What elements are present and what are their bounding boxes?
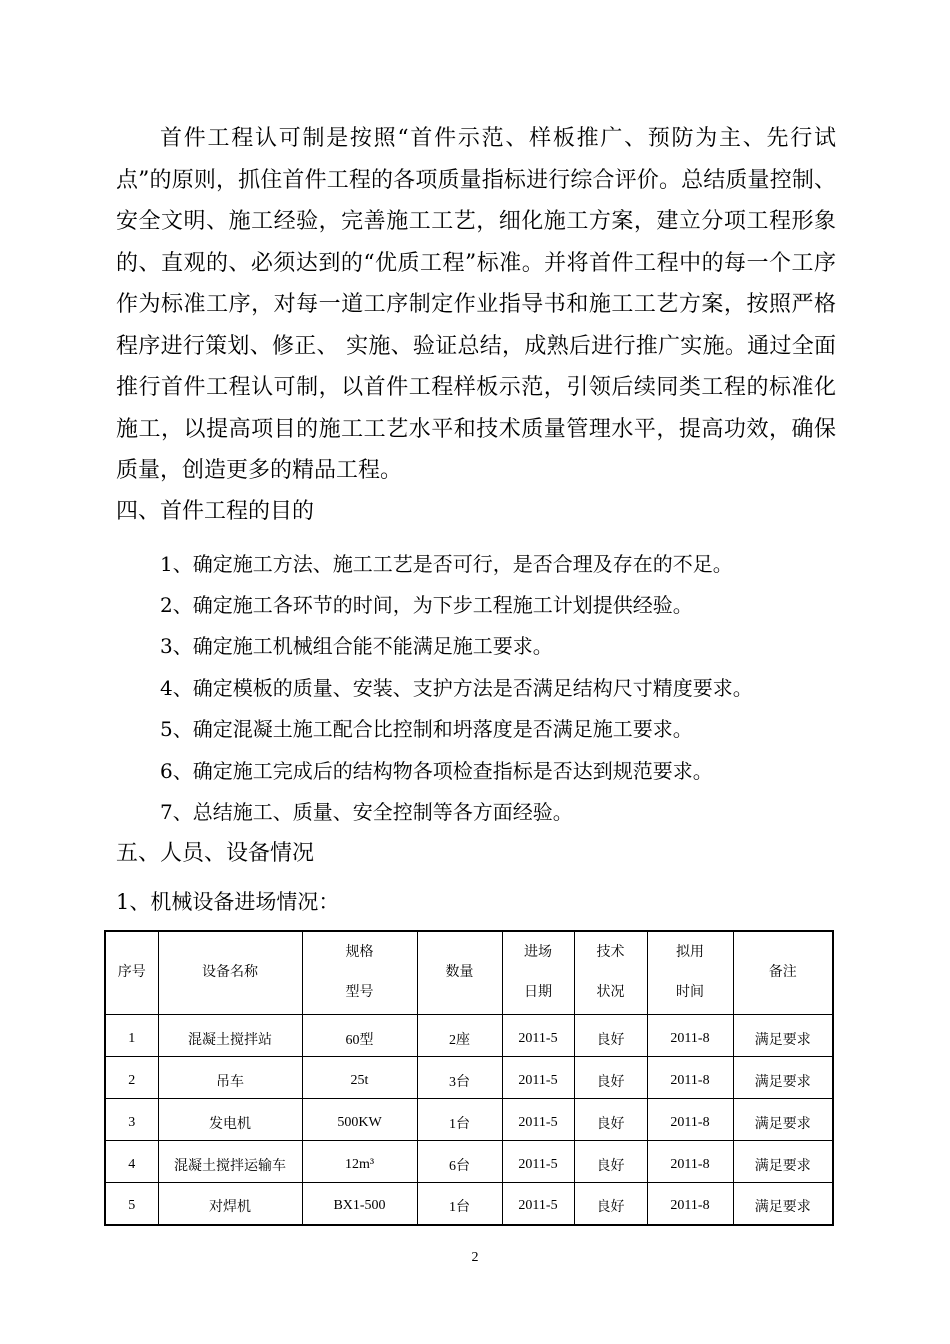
cell-tech: 良好 (574, 1057, 647, 1099)
objective-item-7: 7、总结施工、质量、安全控制等各方面经验。 (160, 800, 573, 824)
table-header-row (105, 931, 833, 1015)
header-date: 进场 日期 (502, 931, 574, 1015)
cell-no: 3 (105, 1099, 158, 1141)
objective-item-3: 3、确定施工机械组合能不能满足施工要求。 (160, 634, 553, 658)
cell-qty: 1台 (417, 1099, 502, 1141)
cell-plan: 2011-8 (647, 1099, 733, 1141)
cell-remark: 满足要求 (733, 1015, 833, 1057)
cell-name: 发电机 (158, 1099, 302, 1141)
cell-no: 2 (105, 1057, 158, 1099)
cell-plan: 2011-8 (647, 1057, 733, 1099)
objective-item-4: 4、确定模板的质量、安装、支护方法是否满足结构尺寸精度要求。 (160, 676, 753, 700)
section-5-title: 五、人员、设备情况 (116, 841, 315, 866)
table-row (105, 1015, 833, 1057)
header-no: 序号 (105, 931, 158, 1015)
cell-spec: 12m³ (302, 1141, 417, 1183)
cell-plan: 2011-8 (647, 1015, 733, 1057)
cell-spec: 500KW (302, 1099, 417, 1141)
equipment-subtitle: 1、机械设备进场情况： (116, 890, 340, 914)
objective-item-5: 5、确定混凝土施工配合比控制和坍落度是否满足施工要求。 (160, 717, 693, 741)
cell-date: 2011-5 (502, 1057, 574, 1099)
objective-item-1: 1、确定施工方法、施工工艺是否可行，是否合理及存在的不足。 (160, 552, 733, 576)
cell-spec: 60型 (302, 1015, 417, 1057)
cell-plan: 2011-8 (647, 1141, 733, 1183)
section-4-title: 四、首件工程的目的 (116, 499, 315, 524)
table-row (105, 1099, 833, 1141)
header-plan: 拟用 时间 (647, 931, 733, 1015)
objective-item-6: 6、确定施工完成后的结构物各项检查指标是否达到规范要求。 (160, 759, 713, 783)
cell-remark: 满足要求 (733, 1057, 833, 1099)
cell-plan: 2011-8 (647, 1183, 733, 1225)
header-name: 设备名称 (158, 931, 302, 1015)
cell-qty: 1台 (417, 1183, 502, 1225)
cell-tech: 良好 (574, 1099, 647, 1141)
cell-name: 吊车 (158, 1057, 302, 1099)
table-row (105, 1141, 833, 1183)
cell-date: 2011-5 (502, 1099, 574, 1141)
header-tech: 技术 状况 (574, 931, 647, 1015)
cell-tech: 良好 (574, 1015, 647, 1057)
cell-date: 2011-5 (502, 1015, 574, 1057)
header-qty: 数量 (417, 931, 502, 1015)
cell-tech: 良好 (574, 1141, 647, 1183)
table-row (105, 1183, 833, 1225)
cell-remark: 满足要求 (733, 1099, 833, 1141)
cell-spec: 25t (302, 1057, 417, 1099)
cell-no: 4 (105, 1141, 158, 1183)
table-row (105, 1057, 833, 1099)
equipment-table (104, 930, 834, 1226)
cell-no: 5 (105, 1183, 158, 1225)
cell-name: 混凝土搅拌运输车 (158, 1141, 302, 1183)
cell-spec: BX1-500 (302, 1183, 417, 1225)
cell-date: 2011-5 (502, 1141, 574, 1183)
cell-name: 对焊机 (158, 1183, 302, 1225)
intro-paragraph: 首件工程认可制是按照“首件示范、样板推广、预防为主、先行试点”的原则，抓住首件工程的各项质量指标进行综合评价。总结质量控制、安全文明、施工经验，完善施工工艺，细化施工方案，建立分项工程形象的、直观的、必须达到的“优质工程”标准。并将首件工程中的每一个工序作为标准工序，对每一道工序制定作业指导书和施工工艺方案，按照严格程序进行策划、修正、 实施、验证总结，成熟后进行推广实施。通过全面推行首件工程认可制，以首件工程样板示范，引领后续同类工程的标准化施工，以提高项目的施工工艺水平和技术质量管理水平，提高功效，确保质量，创造更多的精品工程。 (116, 126, 836, 483)
cell-qty: 3台 (417, 1057, 502, 1099)
page-number: 2 (471, 1250, 479, 1265)
cell-remark: 满足要求 (733, 1141, 833, 1183)
cell-qty: 6台 (417, 1141, 502, 1183)
cell-date: 2011-5 (502, 1183, 574, 1225)
cell-no: 1 (105, 1015, 158, 1057)
cell-qty: 2座 (417, 1015, 502, 1057)
cell-tech: 良好 (574, 1183, 647, 1225)
cell-remark: 满足要求 (733, 1183, 833, 1225)
header-spec: 规格 型号 (302, 931, 417, 1015)
header-remark: 备注 (733, 931, 833, 1015)
objective-item-2: 2、确定施工各环节的时间，为下步工程施工计划提供经验。 (160, 593, 693, 617)
cell-name: 混凝土搅拌站 (158, 1015, 302, 1057)
